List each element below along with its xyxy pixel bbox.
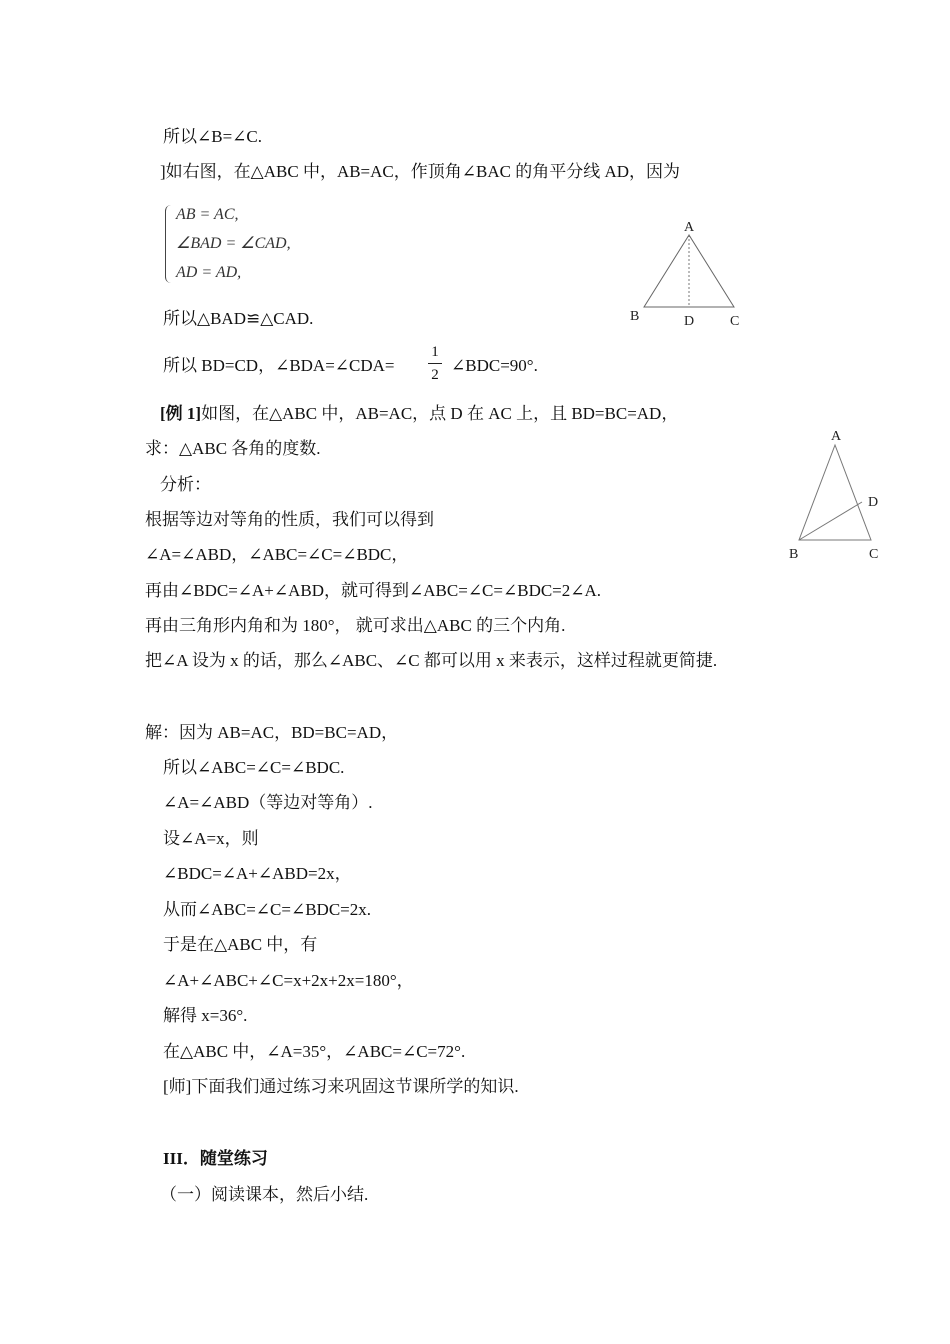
label-c: C bbox=[869, 547, 879, 562]
text-line: 所以△BAD≌△CAD. bbox=[163, 309, 314, 328]
equation-line: ∠BAD = ∠CAD, bbox=[176, 235, 291, 252]
text-line: 在△ABC 中，∠A=35°，∠ABC=∠C=72°. bbox=[163, 1042, 466, 1061]
text-line: 把∠A 设为 x 的话，那么∠ABC、∠C 都可以用 x 来表示，这样过程就更简捷. bbox=[145, 651, 718, 670]
text-line: 解得 x=36°. bbox=[163, 1006, 248, 1025]
segment-bd bbox=[799, 502, 862, 540]
text-line: 所以 BD=CD，∠BDA=∠CDA= bbox=[163, 356, 395, 375]
text-line: 再由∠BDC=∠A+∠ABD，就可得到∠ABC=∠C=∠BDC=2∠A. bbox=[145, 581, 602, 600]
text-line: 所以∠ABC=∠C=∠BDC. bbox=[163, 758, 345, 777]
text-line: ]如右图，在△ABC 中，AB=AC，作顶角∠BAC 的角平分线 AD，因为 bbox=[160, 162, 681, 181]
text-line: 解：因为 AB=AC，BD=BC=AD， bbox=[145, 723, 399, 742]
text-line: 分析： bbox=[160, 475, 211, 494]
label-a: A bbox=[684, 220, 695, 235]
triangle-abc bbox=[799, 445, 871, 540]
text-line: ∠BDC=∠A+∠ABD=2x， bbox=[163, 864, 352, 883]
section-heading: III．随堂练习 bbox=[163, 1149, 268, 1168]
triangle-figure-2 bbox=[785, 425, 895, 565]
label-b: B bbox=[789, 547, 799, 562]
fraction-numerator: 1 bbox=[431, 344, 439, 360]
text-line: （一）阅读课本，然后小结. bbox=[160, 1185, 369, 1204]
label-c: C bbox=[730, 314, 740, 329]
text-line: ∠BDC=90°. bbox=[451, 356, 538, 375]
text-line: 从而∠ABC=∠C=∠BDC=2x. bbox=[163, 900, 371, 919]
equation-line: AD = AD, bbox=[176, 264, 242, 281]
example-text: 如图，在△ABC 中，AB=AC，点 D 在 AC 上，且 BD=BC=AD， bbox=[201, 404, 679, 423]
text-line: 求：△ABC 各角的度数. bbox=[145, 439, 321, 458]
equation-brace bbox=[165, 205, 174, 283]
text-line: 于是在△ABC 中，有 bbox=[163, 935, 318, 954]
label-b: B bbox=[630, 309, 640, 324]
label-a: A bbox=[831, 429, 842, 444]
example-tag: [例 1] bbox=[160, 404, 202, 423]
text-line bbox=[160, 403, 678, 425]
text-line: 所以∠B=∠C. bbox=[163, 127, 263, 146]
text-line: ∠A=∠ABD，∠ABC=∠C=∠BDC， bbox=[145, 545, 409, 564]
equation-line: AB = AC, bbox=[176, 206, 239, 223]
label-d: D bbox=[684, 314, 695, 329]
text-line: ∠A+∠ABC+∠C=x+2x+2x=180°， bbox=[163, 971, 414, 990]
text-line: 根据等边对等角的性质，我们可以得到 bbox=[145, 510, 434, 529]
fraction-bar bbox=[428, 363, 442, 364]
triangle-figure-1 bbox=[620, 215, 750, 335]
text-line: 设∠A=x，则 bbox=[163, 829, 259, 848]
text-line: [师]下面我们通过练习来巩固这节课所学的知识. bbox=[163, 1077, 519, 1096]
fraction bbox=[428, 342, 442, 385]
label-d: D bbox=[868, 495, 879, 510]
text-line: 再由三角形内角和为 180°， 就可求出△ABC 的三个内角. bbox=[145, 616, 566, 635]
fraction-denominator: 2 bbox=[431, 367, 439, 383]
text-line: ∠A=∠ABD（等边对等角）. bbox=[163, 793, 373, 812]
